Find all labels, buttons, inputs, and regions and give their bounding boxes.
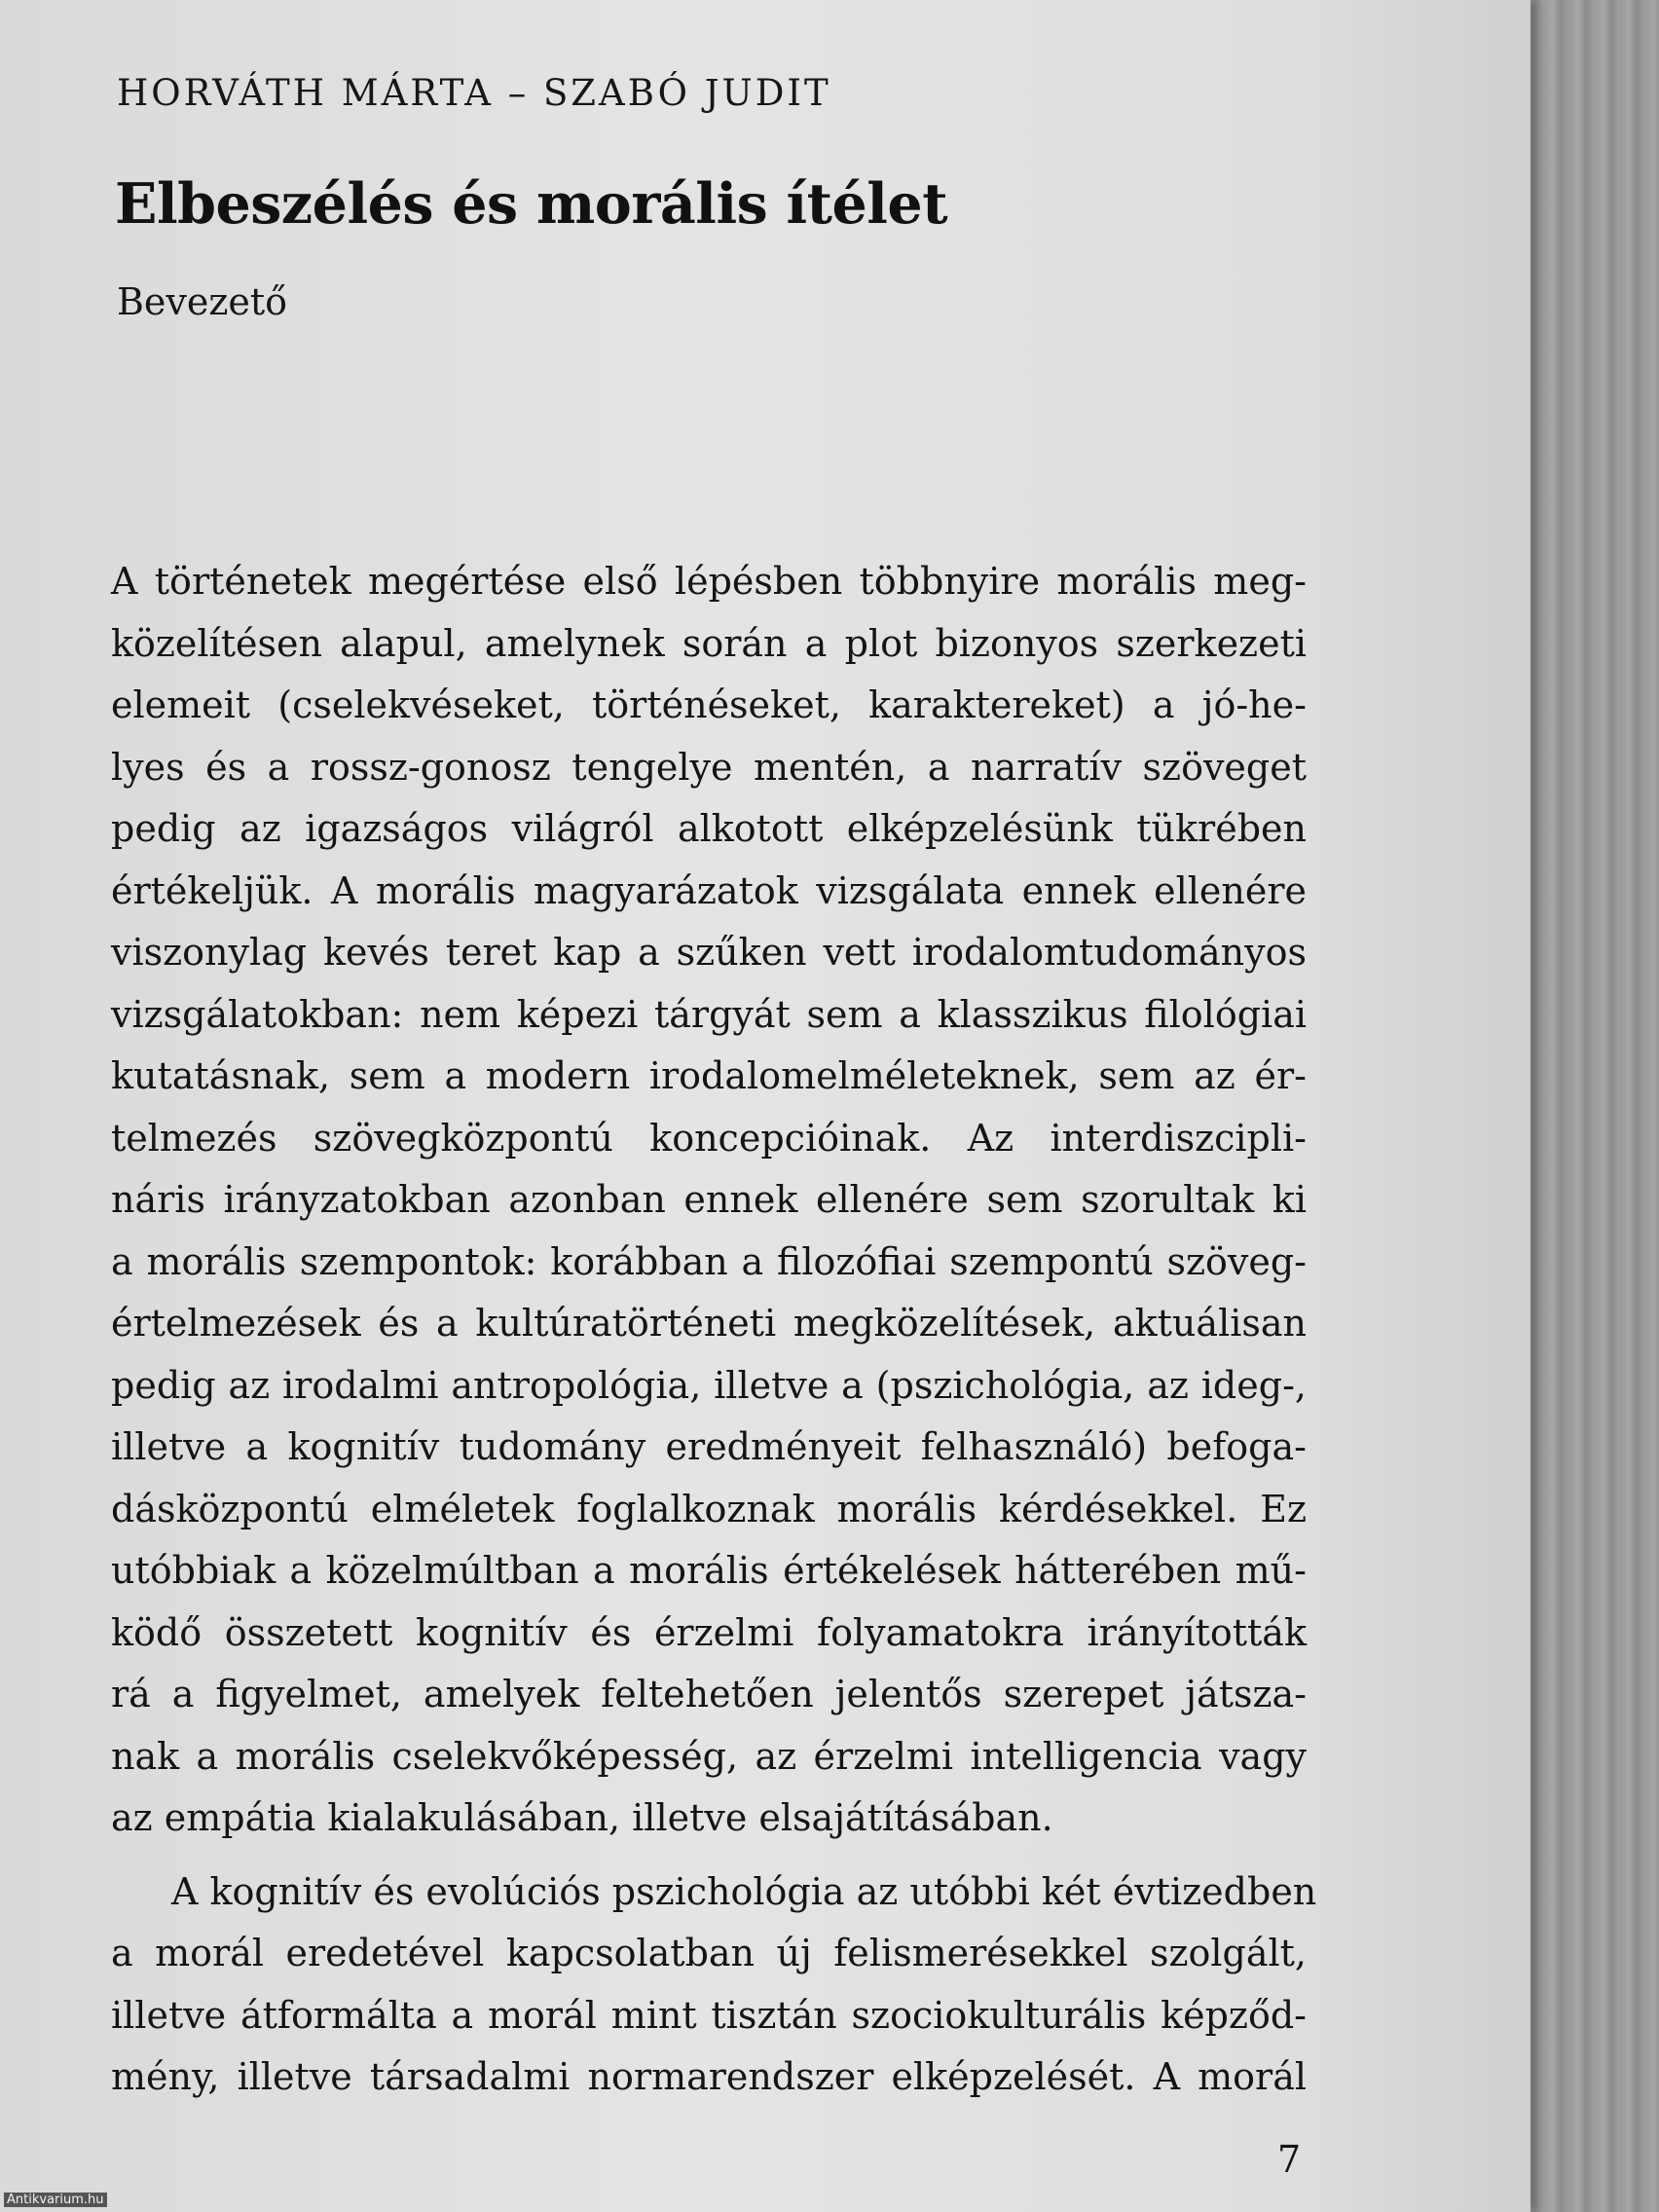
text-line: értelmezések és a kultúratörténeti megközelítések, aktuálisan — [111, 1302, 1307, 1345]
chapter-title: Elbeszélés és morális ítélet — [115, 171, 948, 237]
text-line: A történetek megértése első lépésben többnyire morális meg- — [111, 560, 1307, 603]
text-line: rá a figyelmet, amelyek feltehetően jelentős szerepet játsza- — [111, 1673, 1307, 1715]
watermark-label: Antikvarium.hu — [4, 2193, 107, 2207]
background-surface — [1519, 0, 1659, 2212]
paragraph-2 — [111, 1862, 1317, 2109]
text-line: értékeljük. A morális magyarázatok vizsgálata ennek ellenére — [111, 868, 1307, 912]
text-line: elemeit (cselekvéseket, történéseket, karaktereket) a jó-he- — [111, 683, 1307, 726]
text-line: a morál eredetével kapcsolatban új felismerésekkel szolgált, — [111, 1932, 1307, 1974]
text-line: mény, illetve társadalmi normarendszer elképzelését. A morál — [111, 2055, 1307, 2098]
text-line: vizsgálatokban: nem képezi tárgyát sem a klasszikus filológiai — [111, 992, 1307, 1036]
text-line: A kognitív és evolúciós pszichológia az utóbbi két évtizedben — [171, 1869, 1317, 1913]
text-line: utóbbiak a közelmúltban a morális értékelések hátterében mű- — [111, 1549, 1307, 1592]
text-line: közelítésen alapul, amelynek során a plot bizonyos szerkezeti — [111, 621, 1307, 665]
text-line: kutatásnak, sem a modern irodalomelméleteknek, sem az ér- — [111, 1054, 1307, 1097]
text-line: pedig az irodalmi antropológia, illetve a (pszichológia, az ideg-, — [111, 1363, 1307, 1407]
text-line: illetve átformálta a morál mint tisztán szociokulturális képződ- — [111, 1993, 1307, 2037]
text-line: lyes és a rossz-gonosz tengelye mentén, a narratív szöveget — [111, 745, 1307, 789]
paragraph-1 — [111, 551, 1307, 1850]
text-line: ködő összetett kognitív és érzelmi folyamatokra irányították — [111, 1610, 1307, 1654]
section-heading: Bevezető — [117, 280, 288, 323]
paragraph-gap — [111, 1850, 1307, 1862]
body-text — [111, 551, 1317, 2109]
text-line: náris irányzatokban azonban ennek ellenére sem szorultak ki — [111, 1178, 1307, 1221]
text-line: viszonylag kevés teret kap a szűken vett irodalomtudományos — [111, 931, 1307, 974]
chapter-author: HORVÁTH MÁRTA – SZABÓ JUDIT — [117, 72, 831, 114]
text-line: pedig az igazságos világról alkotott elképzelésünk tükrében — [111, 807, 1307, 850]
text-line: illetve a kognitív tudomány eredményeit felhasználó) befoga- — [111, 1425, 1307, 1468]
text-line: a morális szempontok: korábban a filozófiai szempontú szöveg- — [111, 1239, 1307, 1283]
text-line: nak a morális cselekvőképesség, az érzelmi intelligencia vagy — [111, 1734, 1307, 1778]
text-line: dásközpontú elméletek foglalkoznak morális kérdésekkel. Ez — [111, 1487, 1307, 1530]
page-number: 7 — [1277, 2138, 1302, 2181]
text-line: az empátia kialakulásában, illetve elsajátításában. — [111, 1796, 1053, 1839]
text-line: telmezés szövegközpontú koncepcióinak. Az interdiszcipli- — [111, 1116, 1307, 1160]
